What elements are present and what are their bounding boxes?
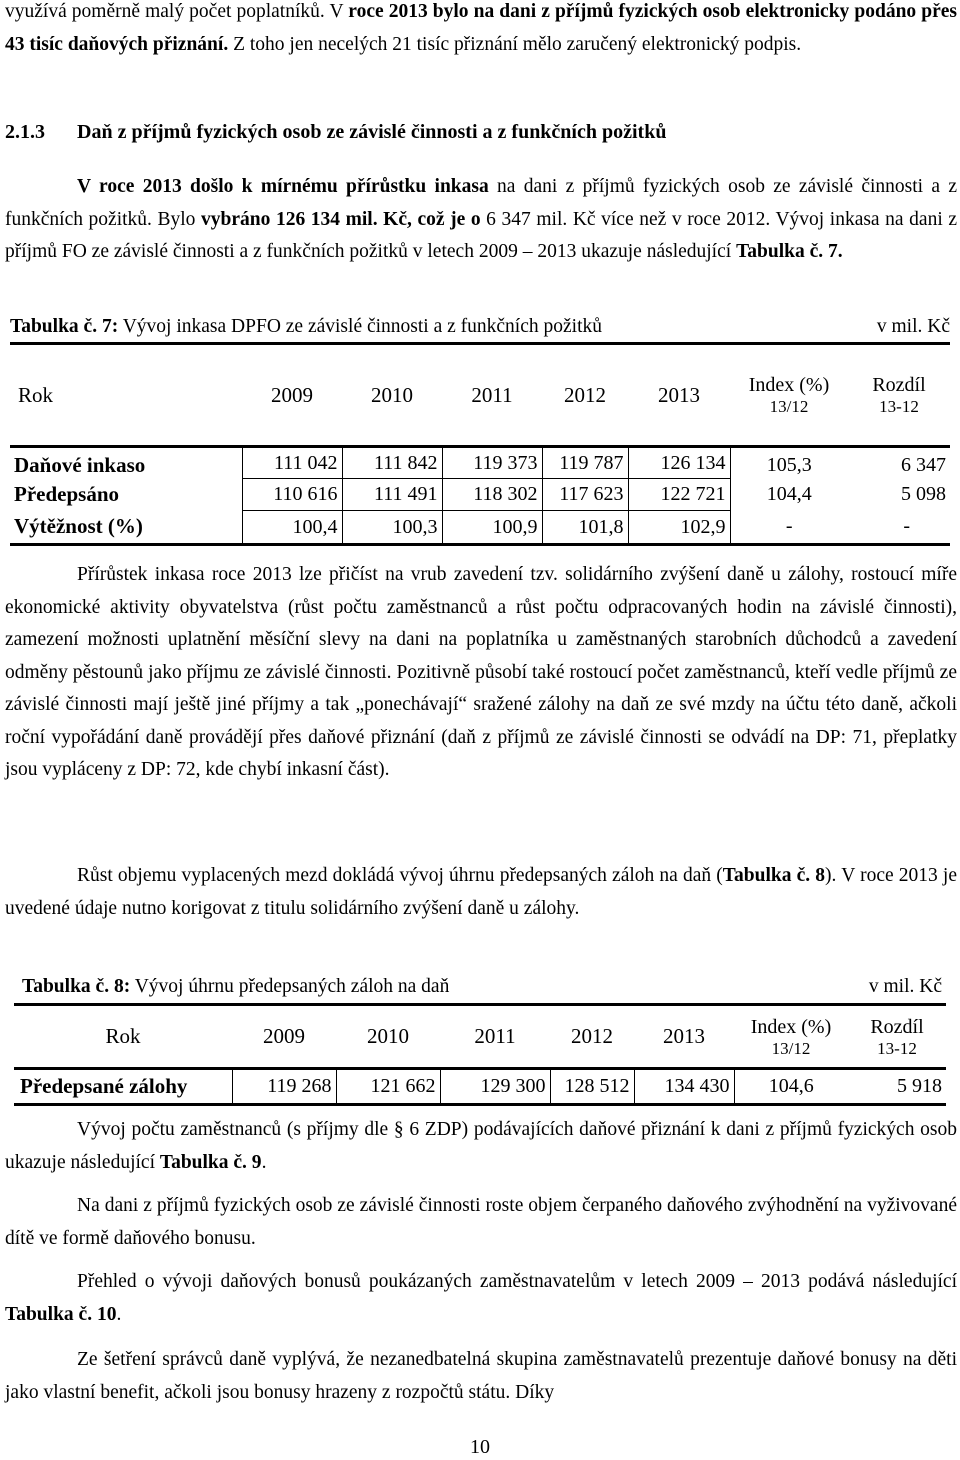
- intro-text-a: využívá poměrně malý počet poplatníků. V: [5, 1, 349, 22]
- table8-caption: [22, 973, 942, 1001]
- para4-text-a: Vývoj počtu zaměstnanců (s příjmy dle § 6 ZDP) podávajících daňové přiznání k dani z příjmů fyzických osob ukazuje následující: [5, 1119, 957, 1173]
- table7-caption: [10, 313, 950, 341]
- para3-text-c: ). V roce 2013 je uvedené údaje nutno korigovat z titulu solidárního zvýšení daně u zálohy.: [5, 865, 957, 919]
- section-number: 2.1.3: [5, 121, 45, 143]
- table8-header-rozdil: [848, 1005, 946, 1069]
- table7-header-year: 2010: [342, 344, 442, 447]
- table7-unit: v mil. Kč: [876, 316, 950, 337]
- table-cell: 122 721: [628, 479, 730, 511]
- table8-header-row: [14, 1005, 946, 1069]
- table-row: [10, 511, 950, 545]
- row-label: Výtěžnost (%): [10, 511, 242, 545]
- table7-rozdil-bottom: 13-12: [879, 397, 919, 416]
- table-cell: 117 623: [542, 479, 628, 511]
- table8-unit: v mil. Kč: [868, 976, 942, 997]
- table8-header-year: 2012: [550, 1005, 634, 1069]
- table-cell: 110 616: [242, 479, 342, 511]
- table-cell: 128 512: [550, 1069, 634, 1105]
- table-cell-rozdil: 5 098: [901, 483, 946, 505]
- table8-header-year: 2010: [336, 1005, 440, 1069]
- intro-paragraph: [5, 0, 957, 61]
- para6-bold-b: Tabulka č. 10: [5, 1303, 117, 1325]
- table7-index-bottom: 13/12: [769, 397, 809, 416]
- paragraph-setreni: Ze šetření správců daně vyplývá, že nezanedbatelná skupina zaměstnavatelů prezentuje daňové bonusy na děti jako vlastní benefit, ačkoli jsou bonusy hrazeny z rozpočtů státu. Díky: [5, 1349, 957, 1403]
- table-cell-rozdil: 6 347: [848, 447, 950, 479]
- table-cell: 111 491: [342, 479, 442, 511]
- table-cell: 100,4: [242, 511, 342, 545]
- row-label: Předepsané zálohy: [14, 1069, 232, 1105]
- table-cell: 121 662: [336, 1069, 440, 1105]
- table7-header-row: [10, 344, 950, 447]
- table7-rozdil-top: Rozdíl: [872, 374, 926, 396]
- table7-header-year: 2011: [442, 344, 542, 447]
- para6-text-c: .: [116, 1303, 122, 1325]
- table-row: [14, 1069, 946, 1105]
- table7-caption-text: Vývoj inkasa DPFO ze závislé činnosti a z funkčních požitků: [118, 316, 602, 337]
- table-cell: 119 268: [232, 1069, 336, 1105]
- table8-rozdil-bottom: 13-12: [877, 1038, 917, 1058]
- para1-bold-a: V roce 2013 došlo k mírnému přírůstku inkasa: [77, 176, 489, 197]
- para1-text-d: 6 347 mil. Kč více než v roce 2012. Vývoj inkasa na dani z příjmů FO ze závislé činnosti a z funkčních požitků v letech 2009 – 2013 ukazuje následující: [5, 208, 957, 262]
- page-number: 10: [470, 1436, 490, 1458]
- table8-caption-label: Tabulka č. 8:: [22, 976, 131, 997]
- para1-bold-e: Tabulka č. 7.: [736, 241, 843, 262]
- paragraph-danovy-bonus: Na dani z příjmů fyzických osob ze závislé činnosti roste objem čerpaného daňového zvýhodnění na vyživované dítě ve formě daňového bonusu.: [5, 1195, 957, 1249]
- table-cell: 100,9: [442, 511, 542, 545]
- table-row: [10, 479, 950, 511]
- table-cell: 111 042: [242, 447, 342, 479]
- table8-index-bottom: 13/12: [771, 1038, 811, 1058]
- table8-header-rok: Rok: [14, 1005, 232, 1069]
- table8: [14, 1003, 946, 1106]
- paragraph-inkaso: [5, 171, 957, 269]
- paragraph-prirustek: Přírůstek inkasa roce 2013 lze přičíst na vrub zavedení tzv. solidárního zvýšení daně u zálohy, rostoucí míře ekonomické aktivity obyvatelstva (růst počtu zaměstnanců a růst počtu odpracovaných hodin na závislé činnosti), zamezení možnosti uplatnění měsíční slevy na dani na poplatníka u zaměstnaných starobních důchodců a zavedení odměny pěstounů jako příjmu ze závislé činnosti. Pozitivně působí také rostoucí počet zaměstnanců, kteří vedle příjmů ze závislé činnosti mají ještě jiné příjmy a tak „ponechávají“ sražené zálohy na daň ze své mzdy na účtu této daně, ačkoli roční vypořádání daně provádějí přes daňové přiznání (daň z příjmů ze závislé činnosti se odvádí na DP: 71, přeplatky jsou vypláceny z DP: 72, kde chybí inkasní část).: [5, 564, 957, 780]
- para1-bold-c: vybráno 126 134 mil. Kč, což je o: [201, 208, 481, 230]
- table-cell: 119 373: [442, 447, 542, 479]
- table7-caption-label: Tabulka č. 7:: [10, 316, 119, 337]
- table-cell: 102,9: [628, 511, 730, 545]
- table7-header-rok: Rok: [10, 344, 242, 447]
- table8-index-top: Index (%): [750, 1015, 832, 1038]
- table-cell: 118 302: [442, 479, 542, 511]
- table-cell: 101,8: [542, 511, 628, 545]
- paragraph-pocet-zamestnancu: [5, 1114, 957, 1179]
- table-cell-index: 104,4: [766, 483, 812, 505]
- section-heading: [5, 116, 957, 148]
- table8-header-year: 2009: [232, 1005, 336, 1069]
- table7-header-year: 2013: [628, 344, 730, 447]
- table7-header-rozdil: [848, 344, 950, 447]
- table8-caption-text: Vývoj úhrnu předepsaných záloh na daň: [130, 976, 450, 997]
- table-cell: 129 300: [440, 1069, 550, 1105]
- table-cell-index: 104,6: [734, 1069, 848, 1105]
- para3-bold-b: Tabulka č. 8: [722, 865, 826, 886]
- para3-text-a: Růst objemu vyplacených mezd dokládá vývoj úhrnu předepsaných záloh na daň (: [77, 865, 723, 886]
- table7-header-year: 2012: [542, 344, 628, 447]
- table-cell: 119 787: [542, 447, 628, 479]
- para1-text-b: na dani z příjmů fyzických osob ze závislé činnosti a z funkčních požitků. Bylo: [5, 176, 957, 230]
- table-cell: 126 134: [628, 447, 730, 479]
- row-label: Předepsáno: [14, 482, 119, 506]
- table8-header-year: 2013: [634, 1005, 734, 1069]
- para6-text-a: Přehled o vývoji daňových bonusů poukázaných zaměstnavatelům v letech 2009 – 2013 podává následující: [77, 1271, 957, 1292]
- intro-text-c: Z toho jen necelých 21 tisíc přiznání mělo zaručený elektronický podpis.: [228, 33, 802, 55]
- para4-bold-b: Tabulka č. 9: [159, 1151, 262, 1173]
- table-row: [10, 447, 950, 479]
- table-cell-index: -: [730, 511, 848, 545]
- section-title: Daň z příjmů fyzických osob ze závislé činnosti a z funkčních požitků: [77, 121, 667, 143]
- row-label: Daňové inkaso: [10, 447, 242, 479]
- table-cell: 111 842: [342, 447, 442, 479]
- table8-header-index: [734, 1005, 848, 1069]
- paragraph-prehled-bonusu: [5, 1266, 957, 1331]
- table-cell: 134 430: [634, 1069, 734, 1105]
- table7: [10, 342, 950, 546]
- table7-header-year: 2009: [242, 344, 342, 447]
- para4-text-c: .: [261, 1151, 267, 1173]
- table8-rozdil-top: Rozdíl: [870, 1015, 924, 1038]
- paragraph-rust-mezd: [5, 860, 957, 925]
- table-cell-index: 105,3: [730, 447, 848, 479]
- table7-index-top: Index (%): [748, 374, 830, 396]
- table8-header-year: 2011: [440, 1005, 550, 1069]
- table-cell: 100,3: [342, 511, 442, 545]
- table7-header-index: [730, 344, 848, 447]
- table-cell-rozdil: 5 918: [848, 1069, 946, 1105]
- table-cell-rozdil: -: [848, 511, 950, 545]
- intro-text-bold: roce 2013 bylo na dani z příjmů fyzických osob elektronicky podáno přes 43 tisíc daňových přiznání.: [5, 1, 957, 55]
